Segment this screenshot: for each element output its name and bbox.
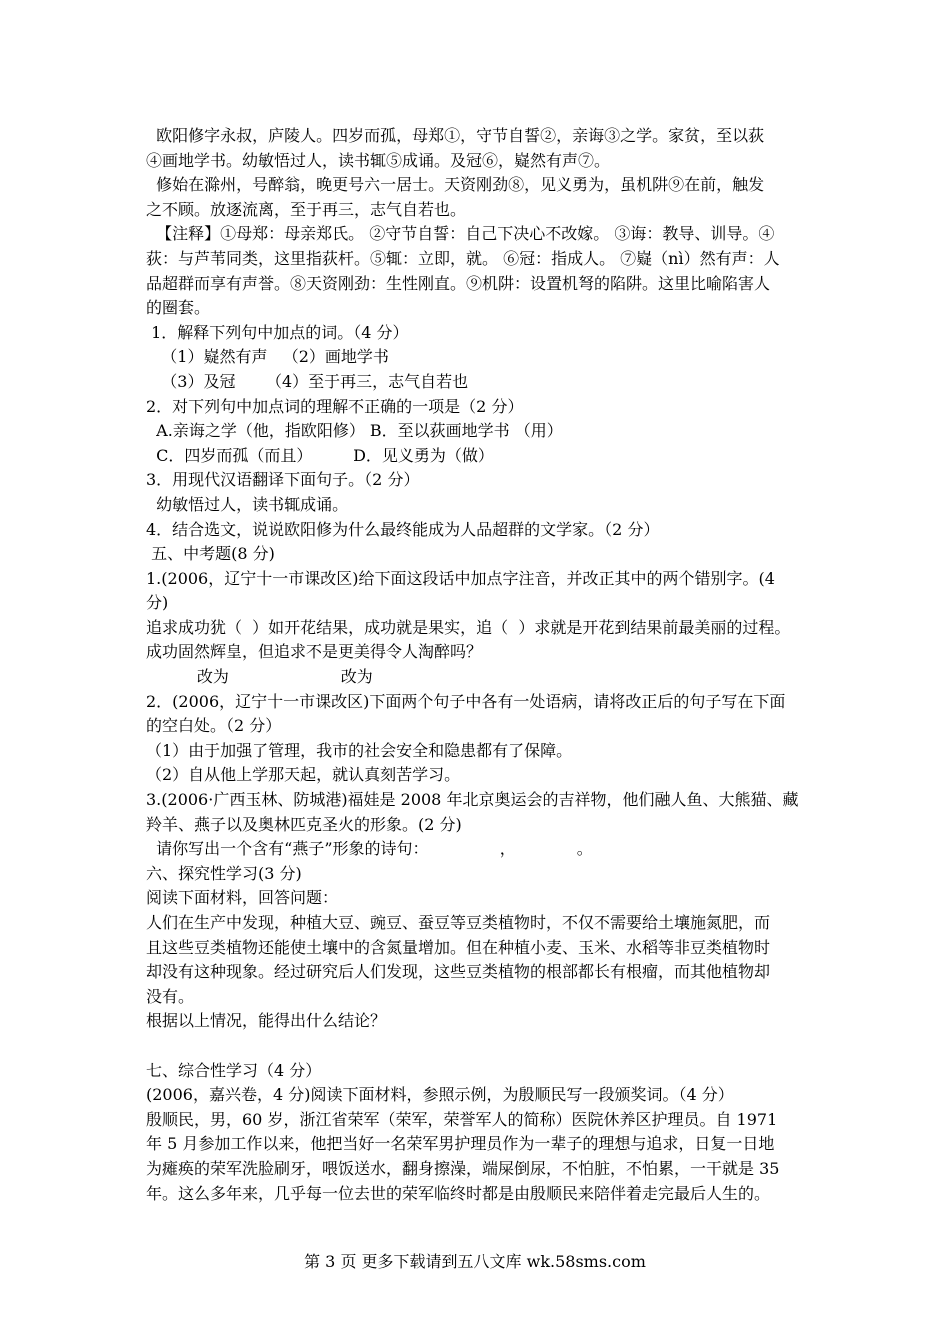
text-line: 没有。 xyxy=(146,986,195,1006)
text-line: ④画地学书。幼敏悟过人，读书辄⑤成诵。及冠⑥，嶷然有声⑦。 xyxy=(146,150,611,170)
section-heading: 六、探究性学习(3 分) xyxy=(146,863,302,883)
question-line: 2．对下列句中加点词的理解不正确的一项是（2 分） xyxy=(146,396,524,416)
question-line: 2．(2006，辽宁十一市课改区)下面两个句子中各有一处语病，请将改正后的句子写在下面 xyxy=(146,691,786,711)
section-heading: 七、综合性学习（4 分） xyxy=(146,1060,322,1080)
text-line: 人们在生产中发现，种植大豆、豌豆、蚕豆等豆类植物时，不仅不需要给土壤施氮肥，而 xyxy=(146,913,771,932)
question-line: 3．用现代汉语翻译下面句子。（2 分） xyxy=(146,470,420,490)
question-line: （3）及冠 （4）至于再三，志气自若也 xyxy=(146,371,469,391)
question-line: 的空白处。（2 分） xyxy=(146,716,282,736)
question-line: (2006，嘉兴卷，4 分)阅读下面材料，参照示例，为殷顺民写一段颁奖词。（4 分） xyxy=(146,1085,734,1105)
question-line: 1．解释下列句中加点的词。（4 分） xyxy=(146,322,409,342)
question-line: 分) xyxy=(146,593,169,613)
section-heading: 五、中考题(8 分) xyxy=(146,544,275,564)
text-line: 成功固然辉皇，但追求不是更美得令人淘醉吗？ xyxy=(146,642,483,662)
question-line: （1）嶷然有声 （2）画地学书 xyxy=(146,347,389,367)
question-line: 3.(2006·广西玉林、防城港)福娃是 2008 年北京奥运会的吉祥物，他们融人鱼、大熊猫、藏 xyxy=(146,790,799,810)
question-line: 幼敏悟过人，读书辄成诵。 xyxy=(146,494,349,514)
text-line: 且这些豆类植物还能使土壤中的含氮量增加。但在种植小麦、玉米、水稻等非豆类植物时 xyxy=(146,937,771,957)
text-line: 荻：与芦苇同类，这里指荻杆。⑤辄：立即，就。 ⑥冠：指成人。 ⑦嶷（nì）然有声：人 xyxy=(146,248,780,268)
text-line: 阅读下面材料，回答问题： xyxy=(146,888,339,908)
question-line: 4．结合选文，说说欧阳修为什么最终能成为人品超群的文学家。（2 分） xyxy=(146,519,660,539)
question-line: C．四岁而孤（而且） D．见义勇为（做） xyxy=(146,445,494,465)
text-line: 为瘫痪的荣军洗脸刷牙，喂饭送水，翻身擦澡，端屎倒尿，不怕脏，不怕累，一干就是 35 xyxy=(146,1158,780,1178)
page-footer: 第 3 页 更多下载请到五八文库 wk.58sms.com xyxy=(304,1252,646,1271)
text-line: 却没有这种现象。经过研究后人们发现，这些豆类植物的根部都长有根瘤，而其他植物却 xyxy=(146,962,771,982)
document-body xyxy=(146,124,818,1206)
question-line: A.亲诲之学（他，指欧阳修） B．至以荻画地学书 （用） xyxy=(146,421,563,441)
text-line: 的圈套。 xyxy=(146,298,211,318)
question-line: 1.(2006，辽宁十一市课改区)给下面这段话中加点字注音，并改正其中的两个错别字。(4 xyxy=(146,568,775,588)
question-line: （2）自从他上学那天起，就认真刻苦学习。 xyxy=(146,765,461,785)
text-line: 之不顾。放逐流离，至于再三，志气自若也。 xyxy=(146,199,467,219)
text-line: 殷顺民，男，60 岁，浙江省荣军（荣军，荣誉军人的简称）医院休养区护理员。自 1971 xyxy=(146,1109,778,1129)
question-line: （1）由于加强了管理，我市的社会安全和隐患都有了保障。 xyxy=(146,740,573,760)
question-line: 根据以上情况，能得出什么结论？ xyxy=(146,1011,387,1031)
text-line: 追求成功犹（ ）如开花结果，成功就是果实，追（ ）求就是开花到结果前最美丽的过程。 xyxy=(146,617,791,637)
text-line: 年 5 月参加工作以来，他把当好一名荣军男护理员作为一辈子的理想与追求，日复一日地 xyxy=(146,1134,775,1154)
blank-line xyxy=(146,1034,818,1059)
text-line: 年。这么多年来，几乎每一位去世的荣军临终时都是由殷顺民来陪伴着走完最后人生的。 xyxy=(146,1183,771,1203)
text-line: 欧阳修字永叔，庐陵人。四岁而孤，母郑①，守节自誓②，亲诲③之学。家贫，至以荻 xyxy=(146,126,765,145)
text-line: 【注释】①母郑：母亲郑氏。 ②守节自誓：自己下决心不改嫁。 ③诲：教导、训导。④ xyxy=(146,224,775,244)
text-line: 修始在滁州，号醉翁，晚更号六一居士。天资刚劲⑧，见义勇为，虽机阱⑨在前，触发 xyxy=(146,175,765,195)
text-line: 品超群而享有声誉。⑧天资刚劲：生性刚直。⑨机阱：设置机弩的陷阱。这里比喻陷害人 xyxy=(146,273,771,293)
answer-blank-line: 改为 改为 xyxy=(146,667,373,687)
question-line: 请你写出一个含有“燕子”形象的诗句： ， 。 xyxy=(146,839,593,859)
question-line: 羚羊、燕子以及奥林匹克圣火的形象。(2 分) xyxy=(146,814,462,834)
